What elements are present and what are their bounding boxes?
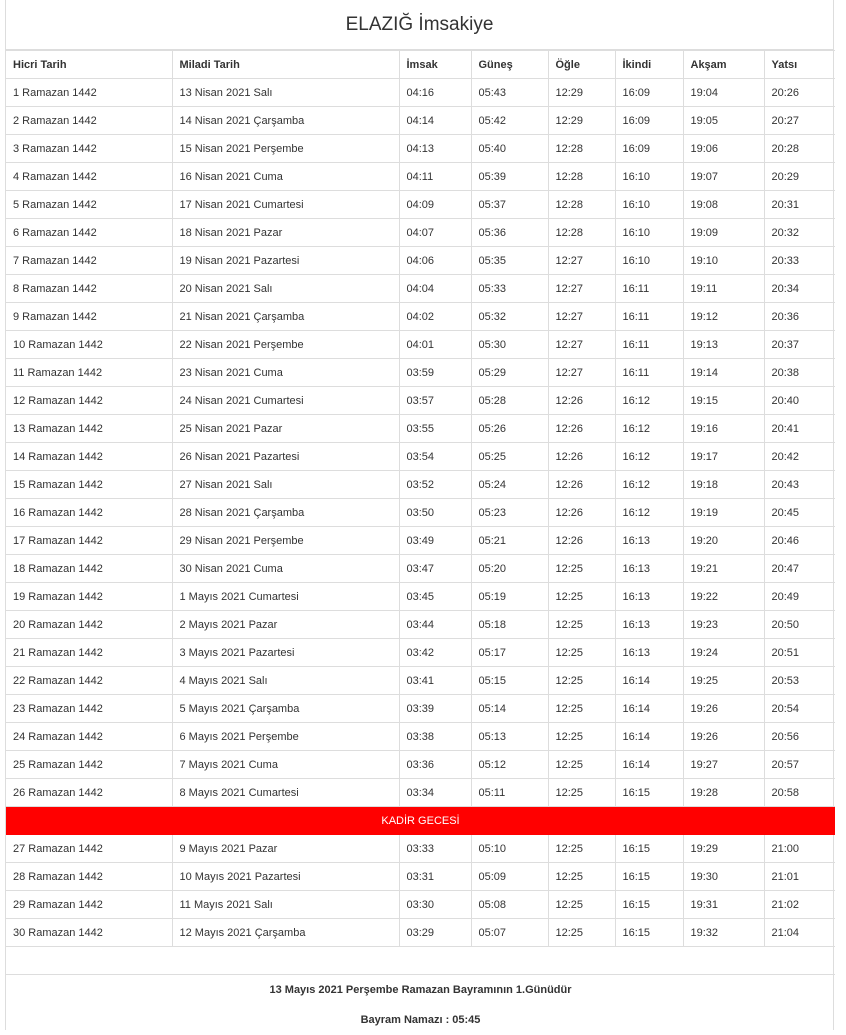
table-cell: 10 Mayıs 2021 Pazartesi	[172, 863, 399, 891]
table-cell: 04:14	[399, 107, 471, 135]
column-header: Yatsı	[764, 51, 835, 79]
table-cell: 15 Ramazan 1442	[6, 471, 172, 499]
table-cell: 16:13	[615, 611, 683, 639]
table-cell: 30 Ramazan 1442	[6, 919, 172, 947]
table-cell: 05:11	[471, 779, 548, 807]
prayer-times-table	[6, 50, 835, 1035]
table-row	[6, 919, 835, 947]
table-row	[6, 751, 835, 779]
table-row	[6, 107, 835, 135]
table-cell: 19:16	[683, 415, 764, 443]
table-cell: 21:00	[764, 835, 835, 863]
table-cell: 03:36	[399, 751, 471, 779]
table-cell: 28 Nisan 2021 Çarşamba	[172, 499, 399, 527]
table-cell: 05:29	[471, 359, 548, 387]
table-cell: 12 Ramazan 1442	[6, 387, 172, 415]
table-cell: 03:59	[399, 359, 471, 387]
column-header: İmsak	[399, 51, 471, 79]
table-cell: 11 Mayıs 2021 Salı	[172, 891, 399, 919]
table-cell: 4 Ramazan 1442	[6, 163, 172, 191]
table-row	[6, 723, 835, 751]
table-cell: 03:30	[399, 891, 471, 919]
table-cell: 05:30	[471, 331, 548, 359]
table-cell: 6 Ramazan 1442	[6, 219, 172, 247]
table-cell: 19:09	[683, 219, 764, 247]
table-cell: 3 Mayıs 2021 Pazartesi	[172, 639, 399, 667]
table-cell: 12:25	[548, 751, 615, 779]
table-cell: 19:04	[683, 79, 764, 107]
table-cell: 11 Ramazan 1442	[6, 359, 172, 387]
table-cell: 17 Nisan 2021 Cumartesi	[172, 191, 399, 219]
table-cell: 20:27	[764, 107, 835, 135]
table-footer	[6, 947, 835, 1035]
imsakiye-panel	[5, 0, 834, 1030]
table-cell: 2 Mayıs 2021 Pazar	[172, 611, 399, 639]
table-cell: 16:13	[615, 527, 683, 555]
table-cell: 14 Ramazan 1442	[6, 443, 172, 471]
table-body	[6, 79, 835, 947]
table-cell: 16:09	[615, 79, 683, 107]
table-row	[6, 835, 835, 863]
table-cell: 19:25	[683, 667, 764, 695]
table-cell: 12:26	[548, 443, 615, 471]
table-cell: 19:07	[683, 163, 764, 191]
table-cell: 16:15	[615, 779, 683, 807]
column-header: Hicri Tarih	[6, 51, 172, 79]
table-cell: 7 Ramazan 1442	[6, 247, 172, 275]
table-cell: 03:49	[399, 527, 471, 555]
table-cell: 19:30	[683, 863, 764, 891]
table-cell: 03:54	[399, 443, 471, 471]
table-cell: 16:14	[615, 667, 683, 695]
table-cell: 16:12	[615, 471, 683, 499]
table-cell: 16:15	[615, 891, 683, 919]
table-cell: 20:41	[764, 415, 835, 443]
table-cell: 16:10	[615, 247, 683, 275]
table-cell: 30 Nisan 2021 Cuma	[172, 555, 399, 583]
table-cell: 16:15	[615, 835, 683, 863]
table-cell: 19:22	[683, 583, 764, 611]
table-cell: 12:25	[548, 919, 615, 947]
table-cell: 16:09	[615, 135, 683, 163]
table-cell: 20:38	[764, 359, 835, 387]
table-cell: 05:15	[471, 667, 548, 695]
table-row	[6, 695, 835, 723]
table-cell: 03:42	[399, 639, 471, 667]
table-row	[6, 387, 835, 415]
table-cell: 05:42	[471, 107, 548, 135]
table-row	[6, 79, 835, 107]
table-cell: 8 Ramazan 1442	[6, 275, 172, 303]
table-cell: 16:14	[615, 751, 683, 779]
table-cell: 16 Nisan 2021 Cuma	[172, 163, 399, 191]
table-cell: 19:13	[683, 331, 764, 359]
table-cell: 21:01	[764, 863, 835, 891]
table-row	[6, 415, 835, 443]
table-cell: 20:40	[764, 387, 835, 415]
table-cell: 03:38	[399, 723, 471, 751]
table-cell: 20:42	[764, 443, 835, 471]
table-row	[6, 471, 835, 499]
table-cell: 26 Nisan 2021 Pazartesi	[172, 443, 399, 471]
table-cell: 19:21	[683, 555, 764, 583]
table-cell: 20:50	[764, 611, 835, 639]
table-cell: 20 Nisan 2021 Salı	[172, 275, 399, 303]
table-cell: 16:15	[615, 919, 683, 947]
table-cell: 12:25	[548, 639, 615, 667]
table-cell: 16:13	[615, 583, 683, 611]
table-cell: 05:21	[471, 527, 548, 555]
table-cell: 13 Nisan 2021 Salı	[172, 79, 399, 107]
table-cell: 20:47	[764, 555, 835, 583]
table-cell: 16:12	[615, 387, 683, 415]
spacer-row	[6, 947, 835, 975]
table-cell: 17 Ramazan 1442	[6, 527, 172, 555]
table-row	[6, 667, 835, 695]
table-cell: 05:07	[471, 919, 548, 947]
table-row	[6, 247, 835, 275]
table-cell: 19:12	[683, 303, 764, 331]
table-cell: 20:56	[764, 723, 835, 751]
table-cell: 20:43	[764, 471, 835, 499]
table-cell: 16:11	[615, 359, 683, 387]
table-cell: 12:25	[548, 891, 615, 919]
table-cell: 05:35	[471, 247, 548, 275]
table-cell: 05:19	[471, 583, 548, 611]
table-row	[6, 303, 835, 331]
table-cell: 03:39	[399, 695, 471, 723]
table-cell: 05:23	[471, 499, 548, 527]
table-cell: 20:51	[764, 639, 835, 667]
table-cell: 12:26	[548, 499, 615, 527]
table-cell: 03:41	[399, 667, 471, 695]
table-cell: 27 Ramazan 1442	[6, 835, 172, 863]
table-cell: 05:25	[471, 443, 548, 471]
table-cell: 20:28	[764, 135, 835, 163]
bayram-note-row	[6, 975, 835, 1005]
table-cell: 03:44	[399, 611, 471, 639]
table-row	[6, 583, 835, 611]
table-cell: 12:27	[548, 247, 615, 275]
table-cell: 16:11	[615, 303, 683, 331]
table-cell: 12:25	[548, 863, 615, 891]
table-cell: 12:27	[548, 331, 615, 359]
table-cell: 19:18	[683, 471, 764, 499]
table-cell: 03:55	[399, 415, 471, 443]
table-cell: 03:33	[399, 835, 471, 863]
table-cell: 24 Nisan 2021 Cumartesi	[172, 387, 399, 415]
table-cell: 04:06	[399, 247, 471, 275]
table-cell: 05:17	[471, 639, 548, 667]
table-cell: 24 Ramazan 1442	[6, 723, 172, 751]
table-cell: 19:27	[683, 751, 764, 779]
table-cell: 16:14	[615, 723, 683, 751]
table-cell: 03:45	[399, 583, 471, 611]
table-cell: 12:26	[548, 387, 615, 415]
table-cell: 8 Mayıs 2021 Cumartesi	[172, 779, 399, 807]
table-cell: 25 Ramazan 1442	[6, 751, 172, 779]
table-header-row	[6, 51, 835, 79]
table-cell: 29 Ramazan 1442	[6, 891, 172, 919]
table-cell: 19:20	[683, 527, 764, 555]
table-cell: 19:24	[683, 639, 764, 667]
table-row	[6, 611, 835, 639]
table-cell: 12:28	[548, 219, 615, 247]
table-cell: 19:05	[683, 107, 764, 135]
table-row	[6, 639, 835, 667]
table-cell: 25 Nisan 2021 Pazar	[172, 415, 399, 443]
table-cell: 05:36	[471, 219, 548, 247]
table-cell: 05:10	[471, 835, 548, 863]
kadir-gecesi-row	[6, 807, 835, 835]
table-cell: 04:11	[399, 163, 471, 191]
table-row	[6, 443, 835, 471]
table-cell: 19:28	[683, 779, 764, 807]
table-cell: 03:57	[399, 387, 471, 415]
table-cell: 16:13	[615, 555, 683, 583]
table-cell: 20:36	[764, 303, 835, 331]
table-row	[6, 863, 835, 891]
column-header: Güneş	[471, 51, 548, 79]
bayram-note: 13 Mayıs 2021 Perşembe Ramazan Bayramının 1.Günüdür	[269, 983, 572, 996]
table-cell: 12:29	[548, 79, 615, 107]
table-row	[6, 219, 835, 247]
table-cell: 20:33	[764, 247, 835, 275]
table-cell: 10 Ramazan 1442	[6, 331, 172, 359]
table-cell: 18 Ramazan 1442	[6, 555, 172, 583]
table-cell: 13 Ramazan 1442	[6, 415, 172, 443]
table-cell: 12:26	[548, 527, 615, 555]
table-cell: 20:26	[764, 79, 835, 107]
table-cell: 12:25	[548, 583, 615, 611]
table-cell: 5 Ramazan 1442	[6, 191, 172, 219]
table-cell: 05:43	[471, 79, 548, 107]
table-cell: 04:01	[399, 331, 471, 359]
table-row	[6, 135, 835, 163]
table-cell: 16:11	[615, 331, 683, 359]
table-cell: 19 Ramazan 1442	[6, 583, 172, 611]
table-cell: 12:26	[548, 415, 615, 443]
table-cell: 22 Ramazan 1442	[6, 667, 172, 695]
column-header: Akşam	[683, 51, 764, 79]
table-cell: 19:10	[683, 247, 764, 275]
table-cell: 05:28	[471, 387, 548, 415]
table-cell: 12:28	[548, 163, 615, 191]
table-cell: 05:24	[471, 471, 548, 499]
table-cell: 19:29	[683, 835, 764, 863]
table-cell: 12:28	[548, 191, 615, 219]
table-cell: 12:25	[548, 723, 615, 751]
table-cell: 16:15	[615, 863, 683, 891]
table-cell: 05:13	[471, 723, 548, 751]
column-header: Öğle	[548, 51, 615, 79]
table-cell: 04:02	[399, 303, 471, 331]
table-cell: 16:10	[615, 219, 683, 247]
table-cell: 12:25	[548, 667, 615, 695]
table-cell: 29 Nisan 2021 Perşembe	[172, 527, 399, 555]
table-cell: 04:09	[399, 191, 471, 219]
table-cell: 12:25	[548, 779, 615, 807]
table-cell: 19:32	[683, 919, 764, 947]
table-cell: 12:27	[548, 275, 615, 303]
table-cell: 18 Nisan 2021 Pazar	[172, 219, 399, 247]
table-cell: 03:52	[399, 471, 471, 499]
table-cell: 05:20	[471, 555, 548, 583]
table-cell: 03:50	[399, 499, 471, 527]
table-cell: 12:28	[548, 135, 615, 163]
column-header: İkindi	[615, 51, 683, 79]
table-cell: 19:31	[683, 891, 764, 919]
table-cell: 16:11	[615, 275, 683, 303]
table-cell: 19:26	[683, 723, 764, 751]
table-cell: 12:29	[548, 107, 615, 135]
column-header: Miladi Tarih	[172, 51, 399, 79]
table-cell: 21:02	[764, 891, 835, 919]
table-cell: 16:13	[615, 639, 683, 667]
table-cell: 12:25	[548, 611, 615, 639]
special-day-label: KADİR GECESİ	[6, 807, 835, 835]
table-cell: 14 Nisan 2021 Çarşamba	[172, 107, 399, 135]
table-cell: 05:37	[471, 191, 548, 219]
table-cell: 20:53	[764, 667, 835, 695]
table-cell: 20:31	[764, 191, 835, 219]
table-cell: 20:29	[764, 163, 835, 191]
table-cell: 03:29	[399, 919, 471, 947]
table-cell: 28 Ramazan 1442	[6, 863, 172, 891]
table-cell: 04:04	[399, 275, 471, 303]
table-cell: 05:09	[471, 863, 548, 891]
table-cell: 05:14	[471, 695, 548, 723]
table-cell: 12 Mayıs 2021 Çarşamba	[172, 919, 399, 947]
table-cell: 9 Mayıs 2021 Pazar	[172, 835, 399, 863]
table-cell: 05:26	[471, 415, 548, 443]
table-cell: 12:25	[548, 835, 615, 863]
table-cell: 16:14	[615, 695, 683, 723]
table-row	[6, 163, 835, 191]
table-cell: 16:12	[615, 443, 683, 471]
table-cell: 20:57	[764, 751, 835, 779]
table-cell: 05:18	[471, 611, 548, 639]
table-row	[6, 555, 835, 583]
table-cell: 16:12	[615, 499, 683, 527]
table-cell: 3 Ramazan 1442	[6, 135, 172, 163]
table-cell: 1 Ramazan 1442	[6, 79, 172, 107]
table-cell: 19:23	[683, 611, 764, 639]
table-row	[6, 499, 835, 527]
table-cell: 1 Mayıs 2021 Cumartesi	[172, 583, 399, 611]
bayram-namazi: Bayram Namazı : 05:45	[360, 1013, 481, 1026]
table-cell: 05:32	[471, 303, 548, 331]
table-row	[6, 527, 835, 555]
table-cell: 23 Nisan 2021 Cuma	[172, 359, 399, 387]
table-row	[6, 191, 835, 219]
table-cell: 04:07	[399, 219, 471, 247]
table-cell: 4 Mayıs 2021 Salı	[172, 667, 399, 695]
table-cell: 20:37	[764, 331, 835, 359]
table-cell: 16 Ramazan 1442	[6, 499, 172, 527]
table-cell: 20:46	[764, 527, 835, 555]
table-cell: 19:08	[683, 191, 764, 219]
table-cell: 19 Nisan 2021 Pazartesi	[172, 247, 399, 275]
table-cell: 20 Ramazan 1442	[6, 611, 172, 639]
table-cell: 05:33	[471, 275, 548, 303]
table-row	[6, 891, 835, 919]
table-cell: 20:54	[764, 695, 835, 723]
table-cell: 21 Ramazan 1442	[6, 639, 172, 667]
table-cell: 2 Ramazan 1442	[6, 107, 172, 135]
table-cell: 16:10	[615, 163, 683, 191]
table-cell: 16:12	[615, 415, 683, 443]
table-cell: 21 Nisan 2021 Çarşamba	[172, 303, 399, 331]
table-cell: 12:25	[548, 555, 615, 583]
table-cell: 19:17	[683, 443, 764, 471]
table-cell: 19:15	[683, 387, 764, 415]
table-row	[6, 779, 835, 807]
table-cell: 05:39	[471, 163, 548, 191]
table-cell: 9 Ramazan 1442	[6, 303, 172, 331]
table-cell: 05:12	[471, 751, 548, 779]
table-cell: 22 Nisan 2021 Perşembe	[172, 331, 399, 359]
table-cell: 04:16	[399, 79, 471, 107]
table-cell: 03:34	[399, 779, 471, 807]
table-cell: 6 Mayıs 2021 Perşembe	[172, 723, 399, 751]
table-cell: 20:34	[764, 275, 835, 303]
table-cell: 03:47	[399, 555, 471, 583]
table-cell: 16:09	[615, 107, 683, 135]
table-cell: 20:49	[764, 583, 835, 611]
table-cell: 12:25	[548, 695, 615, 723]
table-cell: 23 Ramazan 1442	[6, 695, 172, 723]
table-cell: 21:04	[764, 919, 835, 947]
table-cell: 15 Nisan 2021 Perşembe	[172, 135, 399, 163]
table-cell: 05:40	[471, 135, 548, 163]
table-cell: 20:45	[764, 499, 835, 527]
table-row	[6, 359, 835, 387]
table-cell: 20:58	[764, 779, 835, 807]
table-cell: 12:27	[548, 303, 615, 331]
table-cell: 7 Mayıs 2021 Cuma	[172, 751, 399, 779]
table-cell: 19:11	[683, 275, 764, 303]
table-cell: 20:32	[764, 219, 835, 247]
table-cell: 16:10	[615, 191, 683, 219]
bayram-namazi-row	[6, 1005, 835, 1035]
table-cell: 12:27	[548, 359, 615, 387]
table-row	[6, 275, 835, 303]
table-row	[6, 331, 835, 359]
table-cell: 27 Nisan 2021 Salı	[172, 471, 399, 499]
table-cell: 12:26	[548, 471, 615, 499]
table-cell: 19:26	[683, 695, 764, 723]
table-cell: 05:08	[471, 891, 548, 919]
table-cell: 19:06	[683, 135, 764, 163]
table-cell: 5 Mayıs 2021 Çarşamba	[172, 695, 399, 723]
table-cell: 03:31	[399, 863, 471, 891]
table-cell: 26 Ramazan 1442	[6, 779, 172, 807]
table-cell: 19:14	[683, 359, 764, 387]
table-cell: 19:19	[683, 499, 764, 527]
page-title: ELAZIĞ İmsakiye	[6, 0, 833, 50]
table-cell: 04:13	[399, 135, 471, 163]
